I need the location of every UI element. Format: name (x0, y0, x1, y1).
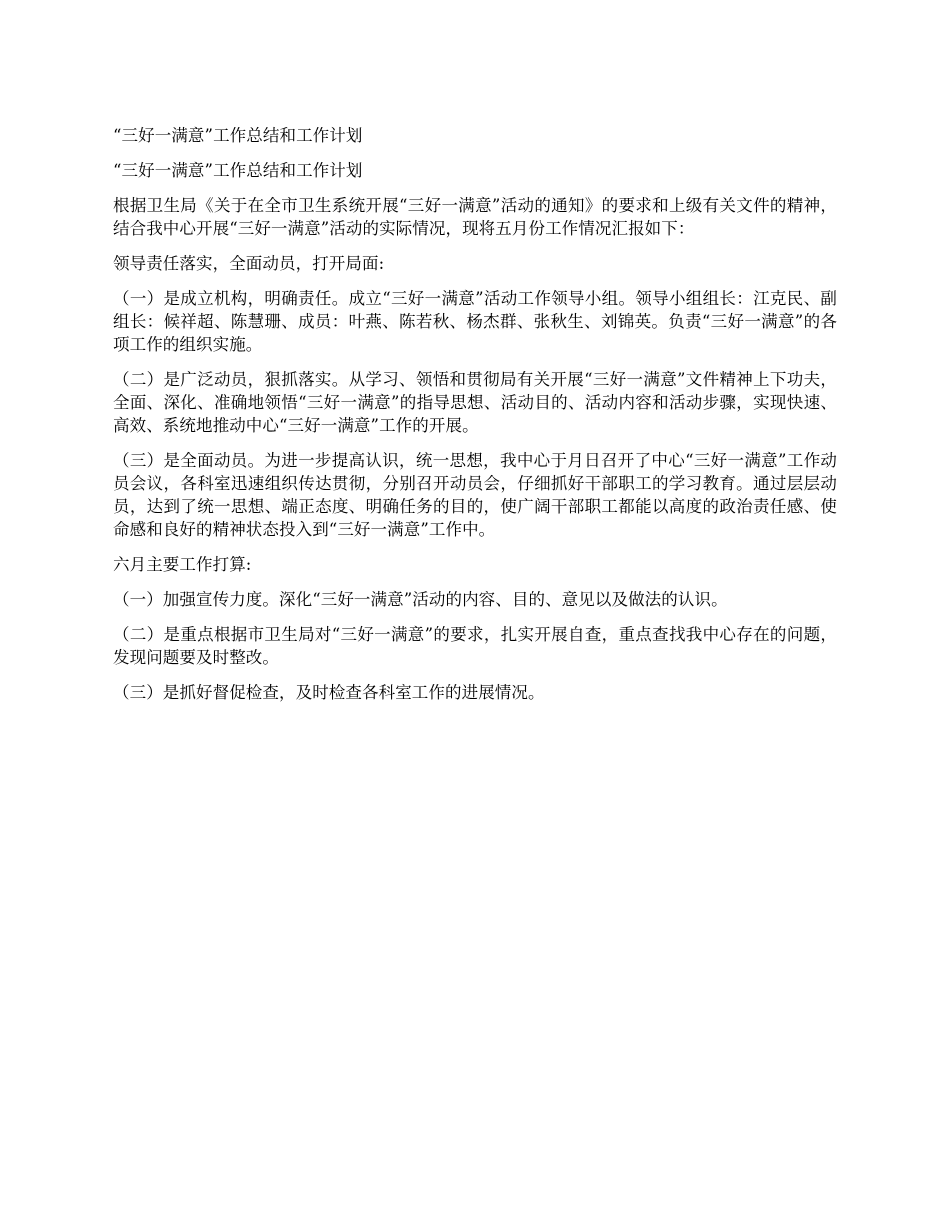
intro-paragraph: 根据卫生局《关于在全市卫生系统开展“三好一满意”活动的通知》的要求和上级有关文件的精神，结合我中心开展“三好一满意”活动的实际情况，现将五月份工作情况汇报如下： (113, 196, 837, 238)
section1-heading: 领导责任落实，全面动员，打开局面: (113, 254, 385, 273)
document-page (113, 124, 837, 716)
section1-item-2: （二）是广泛动员，狠抓落实。从学习、领悟和贯彻局有关开展“三好一满意”文件精神上下功夫，全面、深化、准确地领悟“三好一满意”的指导思想、活动目的、活动内容和活动步骤，实现快速、高效、系统地推动中心“三好一满意”工作的开展。 (113, 370, 837, 435)
section1-item-1: （一）是成立机构，明确责任。成立“三好一满意”活动工作领导小组。领导小组组长：江克民、副组长：候祥超、陈慧珊、成员：叶燕、陈若秋、杨杰群、张秋生、刘锦英。负责“三好一满意”的各项工作的组织实施。 (113, 289, 837, 354)
section2-heading: 六月主要工作打算: (113, 555, 252, 574)
section2-item-1: （一）加强宣传力度。深化“三好一满意”活动的内容、目的、意见以及做法的认识。 (113, 590, 728, 609)
document-title: “三好一满意”工作总结和工作计划 (113, 126, 363, 145)
document-subtitle: “三好一满意”工作总结和工作计划 (113, 161, 363, 180)
section1-item-3: （三）是全面动员。为进一步提高认识，统一思想，我中心于月日召开了中心“三好一满意”工作动员会议，各科室迅速组织传达贯彻，分别召开动员会，仔细抓好干部职工的学习教育。通过层层动员，达到了统一思想、端正态度、明确任务的目的，使广阔干部职工都能以高度的政治责任感、使命感和良好的精神状态投入到“三好一满意”工作中。 (113, 451, 837, 539)
section2-item-3: （三）是抓好督促检查，及时检查各科室工作的进展情况。 (113, 683, 545, 702)
section2-item-2: （二）是重点根据市卫生局对“三好一满意”的要求，扎实开展自查，重点查找我中心存在的问题，发现问题要及时整改。 (113, 625, 837, 667)
